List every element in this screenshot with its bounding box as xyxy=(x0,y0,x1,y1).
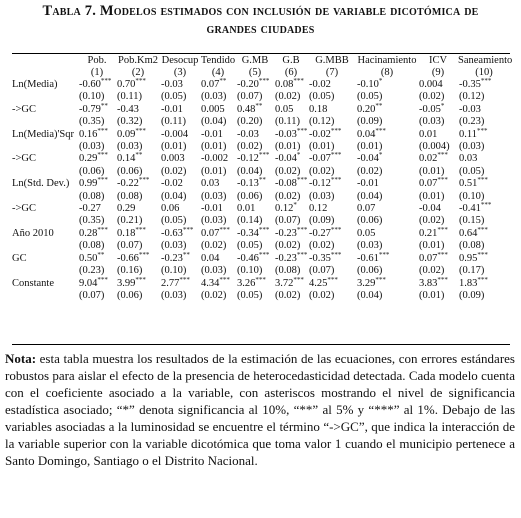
coefficient-cell: 0.12 xyxy=(309,203,328,215)
significance-stars: *** xyxy=(293,77,304,85)
significance-stars: *** xyxy=(135,225,146,234)
significance-stars: *** xyxy=(258,225,270,234)
std-error-cell: (0.04) xyxy=(357,190,383,202)
std-error-cell: (0.16) xyxy=(117,265,143,277)
std-error-cell: (0.01) xyxy=(275,141,301,153)
header-row-names xyxy=(12,55,510,67)
column-header: ICV xyxy=(428,55,448,66)
std-error-cell: (0.06) xyxy=(117,289,143,301)
coefficient-cell: 4.25*** xyxy=(309,275,338,289)
std-error-cell: (0.01) xyxy=(161,141,187,153)
significance-stars: ** xyxy=(182,250,190,259)
significance-stars: *** xyxy=(219,275,230,284)
coefficient-cell: 3.26*** xyxy=(237,275,266,289)
coefficient-cell: 3.72*** xyxy=(275,275,304,289)
table-row-se xyxy=(12,191,510,203)
coefficient-cell: 0.48** xyxy=(237,101,263,115)
column-header: Pob. xyxy=(87,55,107,66)
std-error-cell: (0.05) xyxy=(161,215,187,227)
coefficient-cell: 0.29*** xyxy=(79,151,108,165)
std-error-cell: (0.02) xyxy=(201,240,227,252)
significance-stars: *** xyxy=(97,151,108,160)
std-error-cell: (0.03) xyxy=(419,116,445,128)
significance-stars: *** xyxy=(138,250,150,259)
significance-stars: *** xyxy=(97,225,108,234)
significance-stars: *** xyxy=(330,176,342,185)
significance-stars: *** xyxy=(330,250,342,259)
row-label: Ln(Media) xyxy=(12,79,58,90)
std-error-cell: (0.35) xyxy=(79,215,105,227)
std-error-cell: (0.01) xyxy=(309,141,335,153)
std-error-cell: (0.01) xyxy=(357,141,383,153)
significance-stars: *** xyxy=(296,250,308,259)
std-error-cell: (0.06) xyxy=(79,165,105,177)
coefficient-cell: 0.95*** xyxy=(459,250,488,264)
coefficient-cell: 0.64*** xyxy=(459,225,488,239)
std-error-cell: (0.02) xyxy=(275,91,301,103)
table-title-line1: Tabla 7. Modelos estimados con inclusión de variable dicotómica de xyxy=(42,3,479,19)
significance-stars: *** xyxy=(219,225,230,234)
table-row xyxy=(12,129,510,141)
coefficient-cell: 0.11*** xyxy=(459,126,488,140)
coefficient-cell: 0.18 xyxy=(309,103,328,115)
significance-stars: ** xyxy=(375,101,383,110)
std-error-cell: (0.02) xyxy=(309,289,335,301)
coefficient-cell: -0.23*** xyxy=(275,225,308,239)
column-number: (8) xyxy=(380,67,394,78)
coefficient-cell: -0.22*** xyxy=(117,176,150,190)
significance-stars: *** xyxy=(293,275,304,284)
std-error-cell: (0.10) xyxy=(237,265,263,277)
coefficient-cell: 0.14** xyxy=(117,151,143,165)
coefficient-cell: -0.66*** xyxy=(117,250,150,264)
row-label: ->GC xyxy=(12,153,37,165)
std-error-cell: (0.17) xyxy=(459,265,485,277)
std-error-cell: (0.23) xyxy=(459,116,485,128)
std-error-cell: (0.08) xyxy=(79,190,105,202)
coefficient-cell: -0.20*** xyxy=(237,77,270,90)
std-error-cell: (0.02) xyxy=(237,141,263,153)
std-error-cell: (0.03) xyxy=(161,289,187,301)
table-row-se xyxy=(12,290,510,302)
std-error-cell: (0.23) xyxy=(79,265,105,277)
std-error-cell: (0.10) xyxy=(459,190,485,202)
coefficient-cell: 0.04 xyxy=(201,252,220,264)
std-error-cell: (0.11) xyxy=(117,91,142,103)
coefficient-cell: 3.99*** xyxy=(117,275,146,289)
column-header: Saneamiento xyxy=(458,55,513,66)
coefficient-cell: 0.01 xyxy=(237,203,256,215)
std-error-cell: (0.05) xyxy=(459,165,485,177)
column-header: G.MB xyxy=(241,55,269,66)
std-error-cell: (0.15) xyxy=(459,215,485,227)
coefficient-cell: -0.27 xyxy=(79,203,101,215)
significance-stars: *** xyxy=(375,275,386,284)
coefficient-cell: 0.12* xyxy=(275,201,297,215)
significance-stars: * xyxy=(296,151,301,160)
std-error-cell: (0.08) xyxy=(79,240,105,252)
significance-stars: *** xyxy=(258,250,270,259)
table-row xyxy=(12,104,510,116)
coefficient-cell: 0.06 xyxy=(161,203,180,215)
std-error-cell: (0.11) xyxy=(275,116,300,128)
std-error-cell: (0.03) xyxy=(201,215,227,227)
significance-stars: *** xyxy=(330,151,342,160)
std-error-cell: (0.08) xyxy=(459,240,485,252)
significance-stars: *** xyxy=(477,126,488,135)
significance-stars: *** xyxy=(296,225,308,234)
std-error-cell: (0.02) xyxy=(419,91,445,103)
std-error-cell: (0.02) xyxy=(275,240,301,252)
significance-stars: ** xyxy=(100,101,108,110)
table-row xyxy=(12,228,510,240)
std-error-cell: (0.02) xyxy=(275,165,301,177)
significance-stars: ** xyxy=(255,101,263,110)
results-table xyxy=(12,55,513,302)
std-error-cell: (0.10) xyxy=(79,91,105,103)
row-label: ->GC xyxy=(12,103,37,115)
coefficient-cell: -0.46*** xyxy=(237,250,270,264)
note-text: esta tabla muestra los resultados de la estimación de las ecuaciones, con errores estándares robustos para aislar el efecto de la presencia de heterocedasticidad detectada. Cada modelo cuenta con el coeficiente asociado a la variable, con asteriscos mostrando el nivel de significancia estadística asociado; “*” denota significancia al 10%, “**” al 5% y “***” al 1%. Debajo de las variables asociadas a la luminosidad se encuentre el término “->GC”, que indica la interacción de la variable superior con la variable dicotómica que toma valor 1 cuando el municipio pertenece a Santo Domingo, Santiago o el Distrito Nacional. xyxy=(5,351,515,468)
column-header: Tendido xyxy=(200,55,236,66)
std-error-cell: (0.02) xyxy=(309,240,335,252)
std-error-cell: (0.32) xyxy=(117,116,143,128)
table-row xyxy=(12,253,510,265)
coefficient-cell: -0.61*** xyxy=(357,250,390,264)
coefficient-cell: -0.01 xyxy=(201,203,223,215)
coefficient-cell: -0.41*** xyxy=(459,201,492,215)
std-error-cell: (0.02) xyxy=(161,165,187,177)
coefficient-cell: -0.79** xyxy=(79,101,108,115)
std-error-cell: (0.06) xyxy=(357,265,383,277)
coefficient-cell: 0.02*** xyxy=(419,151,448,165)
std-error-cell: (0.01) xyxy=(201,141,227,153)
std-error-cell: (0.09) xyxy=(357,116,383,128)
std-error-cell: (0.07) xyxy=(275,215,301,227)
std-error-cell: (0.07) xyxy=(79,289,105,301)
coefficient-cell: -0.34*** xyxy=(237,225,270,239)
coefficient-cell: 0.03 xyxy=(459,153,478,165)
significance-stars: *** xyxy=(296,126,308,135)
coefficient-cell: 0.50** xyxy=(79,250,105,264)
std-error-cell: (0.14) xyxy=(237,215,263,227)
coefficient-cell: 0.70*** xyxy=(117,77,146,90)
std-error-cell: (0.05) xyxy=(161,91,187,103)
column-header: G.B xyxy=(282,55,300,66)
std-error-cell: (0.20) xyxy=(237,116,263,128)
column-header: Hacinamiento xyxy=(357,55,417,66)
significance-stars: *** xyxy=(327,275,338,284)
coefficient-cell: 0.07*** xyxy=(419,176,448,190)
std-error-cell: (0.02) xyxy=(201,289,227,301)
significance-stars: * xyxy=(293,201,297,210)
coefficient-cell: 0.004 xyxy=(419,79,443,90)
coefficient-cell: 0.07** xyxy=(201,77,227,90)
significance-stars: *** xyxy=(135,126,146,135)
std-error-cell: (0.03) xyxy=(459,141,485,153)
significance-stars: *** xyxy=(437,250,448,259)
row-label: Ln(Media)'Sqr xyxy=(12,128,74,140)
row-label: Año 2010 xyxy=(12,227,54,239)
significance-stars: *** xyxy=(182,225,194,234)
significance-stars: ** xyxy=(97,250,105,259)
std-error-cell: (0.11) xyxy=(161,116,186,128)
std-error-cell: (0.03) xyxy=(161,240,187,252)
coefficient-cell: -0.04 xyxy=(419,203,441,215)
significance-stars: *** xyxy=(330,126,342,135)
std-error-cell: (0.03) xyxy=(201,265,227,277)
std-error-cell: (0.03) xyxy=(309,190,335,202)
column-number: (4) xyxy=(211,67,225,78)
coefficient-cell: -0.63*** xyxy=(161,225,194,239)
column-number: (2) xyxy=(131,67,145,78)
coefficient-cell: 0.05 xyxy=(357,227,376,239)
significance-stars: *** xyxy=(480,201,492,210)
std-error-cell: (0.02) xyxy=(309,165,335,177)
table-row xyxy=(12,153,510,165)
coefficient-cell: -0.27*** xyxy=(309,225,342,239)
std-error-cell: (0.07) xyxy=(117,240,143,252)
std-error-cell: (0.03) xyxy=(201,190,227,202)
coefficient-cell: 0.99*** xyxy=(79,176,108,190)
coefficient-cell: 3.83*** xyxy=(419,275,448,289)
std-error-cell: (0.02) xyxy=(275,190,301,202)
column-number: (10) xyxy=(475,67,493,78)
significance-stars: * xyxy=(378,151,383,160)
coefficient-cell: 0.07*** xyxy=(419,250,448,264)
std-error-cell: (0.01) xyxy=(201,165,227,177)
coefficient-cell: -0.03 xyxy=(237,128,259,140)
std-error-cell: (0.05) xyxy=(309,91,335,103)
coefficient-cell: -0.04* xyxy=(275,151,301,165)
std-error-cell: (0.02) xyxy=(275,289,301,301)
significance-stars: *** xyxy=(97,176,108,185)
coefficient-cell: -0.02 xyxy=(161,178,183,190)
coefficient-cell: 0.18*** xyxy=(117,225,146,239)
significance-stars: *** xyxy=(296,176,308,185)
significance-stars: *** xyxy=(477,176,488,185)
significance-stars: *** xyxy=(480,77,492,85)
coefficient-cell: 1.83*** xyxy=(459,275,488,289)
coefficient-cell: -0.13** xyxy=(237,176,266,190)
std-error-cell: (0.09) xyxy=(309,215,335,227)
coefficient-cell: 9.04*** xyxy=(79,275,108,289)
std-error-cell: (0.05) xyxy=(237,240,263,252)
coefficient-cell: -0.35*** xyxy=(459,77,492,90)
coefficient-cell: 0.21*** xyxy=(419,225,448,239)
coefficient-cell: 0.04*** xyxy=(357,126,386,140)
significance-stars: *** xyxy=(477,250,488,259)
coefficient-cell: 0.20** xyxy=(357,101,383,115)
std-error-cell: (0.06) xyxy=(117,165,143,177)
coefficient-cell: -0.03*** xyxy=(275,126,308,140)
table-title-line2: grandes ciudades xyxy=(206,21,315,37)
std-error-cell: (0.02) xyxy=(357,165,383,177)
std-error-cell: (0.05) xyxy=(357,91,383,103)
coefficient-cell: -0.01 xyxy=(161,103,183,115)
std-error-cell: (0.03) xyxy=(357,240,383,252)
std-error-cell: (0.03) xyxy=(79,141,105,153)
table-row-se xyxy=(12,116,510,128)
coefficient-cell: 2.77*** xyxy=(161,275,190,289)
coefficient-cell: -0.12*** xyxy=(237,151,270,165)
coefficient-cell: 0.51*** xyxy=(459,176,488,190)
std-error-cell: (0.08) xyxy=(117,190,143,202)
std-error-cell: (0.09) xyxy=(459,289,485,301)
note-label: Nota: xyxy=(5,351,37,366)
table-row xyxy=(12,203,510,215)
std-error-cell: (0.07) xyxy=(237,91,263,103)
std-error-cell: (0.07) xyxy=(309,265,335,277)
std-error-cell: (0.12) xyxy=(309,116,335,128)
column-number: (5) xyxy=(248,67,262,78)
significance-stars: *** xyxy=(179,275,190,284)
significance-stars: ** xyxy=(135,151,143,160)
significance-stars: *** xyxy=(100,77,112,85)
coefficient-cell: -0.07*** xyxy=(309,151,342,165)
coefficient-cell: 0.005 xyxy=(201,103,225,115)
significance-stars: *** xyxy=(258,151,270,160)
significance-stars: *** xyxy=(378,250,390,259)
std-error-cell: (0.04) xyxy=(161,190,187,202)
std-error-cell: (0.06) xyxy=(237,190,263,202)
significance-stars: ** xyxy=(258,176,266,185)
std-error-cell: (0.10) xyxy=(161,265,187,277)
coefficient-cell: -0.002 xyxy=(201,153,229,165)
significance-stars: *** xyxy=(477,225,488,234)
coefficient-cell: 0.08*** xyxy=(275,77,304,90)
significance-stars: *** xyxy=(255,275,266,284)
coefficient-cell: -0.23*** xyxy=(275,250,308,264)
bottom-rule xyxy=(12,344,510,345)
significance-stars: *** xyxy=(437,176,448,185)
std-error-cell: (0.35) xyxy=(79,116,105,128)
column-number: (7) xyxy=(325,67,339,78)
coefficient-cell: 0.01 xyxy=(419,128,438,140)
coefficient-cell: 0.03 xyxy=(201,178,220,190)
significance-stars: *** xyxy=(477,275,488,284)
significance-stars: *** xyxy=(330,225,342,234)
coefficient-cell: 0.09*** xyxy=(117,126,146,140)
coefficient-cell: -0.05* xyxy=(419,101,445,115)
std-error-cell: (0.01) xyxy=(419,289,445,301)
coefficient-cell: -0.01 xyxy=(357,178,379,190)
significance-stars: *** xyxy=(437,225,448,234)
std-error-cell: (0.21) xyxy=(117,215,143,227)
significance-stars: *** xyxy=(138,176,150,185)
std-error-cell: (0.04) xyxy=(357,289,383,301)
coefficient-cell: -0.03 xyxy=(161,79,183,90)
significance-stars: *** xyxy=(135,275,146,284)
top-rule xyxy=(12,53,510,54)
significance-stars: ** xyxy=(219,77,227,85)
std-error-cell: (0.004) xyxy=(419,141,450,153)
row-label: Constante xyxy=(12,277,54,289)
coefficient-cell: 4.34*** xyxy=(201,275,230,289)
coefficient-cell: -0.12*** xyxy=(309,176,342,190)
table-row xyxy=(12,278,510,290)
std-error-cell: (0.02) xyxy=(419,265,445,277)
coefficient-cell: 3.29*** xyxy=(357,275,386,289)
std-error-cell: (0.12) xyxy=(459,91,485,103)
coefficient-cell: -0.02 xyxy=(309,79,331,90)
column-header: G.MBB xyxy=(315,55,349,66)
std-error-cell: (0.04) xyxy=(237,165,263,177)
coefficient-cell: -0.60*** xyxy=(79,77,112,90)
std-error-cell: (0.05) xyxy=(237,289,263,301)
column-header: Desocup xyxy=(161,55,199,66)
coefficient-cell: -0.43 xyxy=(117,103,139,115)
coefficient-cell: -0.004 xyxy=(161,128,189,140)
coefficient-cell: -0.08*** xyxy=(275,176,308,190)
coefficient-cell: 0.16*** xyxy=(79,126,108,140)
coefficient-cell: -0.01 xyxy=(201,128,223,140)
std-error-cell: (0.02) xyxy=(419,215,445,227)
column-number: (6) xyxy=(284,67,298,78)
significance-stars: *** xyxy=(97,126,108,135)
significance-stars: *** xyxy=(97,275,108,284)
row-label: Ln(Std. Dev.) xyxy=(12,178,70,190)
coefficient-cell: -0.35*** xyxy=(309,250,342,264)
significance-stars: * xyxy=(440,101,445,110)
table-row xyxy=(12,79,510,91)
coefficient-cell: 0.003 xyxy=(161,153,185,165)
significance-stars: *** xyxy=(437,151,448,160)
coefficient-cell: 0.29 xyxy=(117,203,136,215)
column-number: (1) xyxy=(90,67,104,78)
std-error-cell: (0.01) xyxy=(419,190,445,202)
coefficient-cell: 0.07 xyxy=(357,203,376,215)
significance-stars: *** xyxy=(135,77,146,85)
std-error-cell: (0.08) xyxy=(275,265,301,277)
column-number: (3) xyxy=(173,67,187,78)
coefficient-cell: -0.23** xyxy=(161,250,190,264)
coefficient-cell: 0.07*** xyxy=(201,225,230,239)
column-header: Pob.Km2 xyxy=(118,55,158,66)
column-number: (9) xyxy=(431,67,445,78)
coefficient-cell: 0.05 xyxy=(275,103,294,115)
coefficient-cell: 0.28*** xyxy=(79,225,108,239)
table-row xyxy=(12,178,510,190)
coefficient-cell: -0.02*** xyxy=(309,126,342,140)
std-error-cell: (0.03) xyxy=(201,91,227,103)
std-error-cell: (0.01) xyxy=(419,240,445,252)
significance-stars: *** xyxy=(375,126,386,135)
table-note xyxy=(5,350,515,469)
std-error-cell: (0.04) xyxy=(201,116,227,128)
coefficient-cell: -0.04* xyxy=(357,151,383,165)
row-label: GC xyxy=(12,252,27,264)
std-error-cell: (0.03) xyxy=(117,141,143,153)
row-label: ->GC xyxy=(12,203,37,215)
coefficient-cell: -0.10* xyxy=(357,77,383,90)
std-error-cell: (0.01) xyxy=(419,165,445,177)
std-error-cell: (0.06) xyxy=(357,215,383,227)
significance-stars: *** xyxy=(437,275,448,284)
coefficient-cell: -0.03 xyxy=(459,103,481,115)
significance-stars: *** xyxy=(258,77,270,85)
significance-stars: * xyxy=(378,77,383,85)
